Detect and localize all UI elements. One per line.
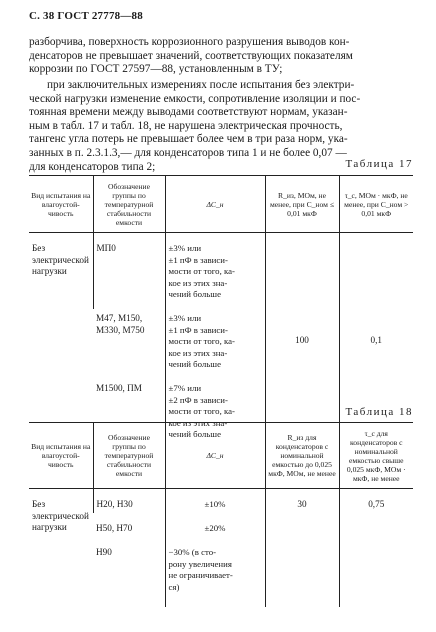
cell-tau-value: 0,75 <box>339 489 413 514</box>
cell-empty <box>339 537 413 607</box>
cell-delta: ±10% <box>165 489 265 514</box>
page-header: С. 38 ГОСТ 27778—88 <box>29 10 143 22</box>
table-row <box>29 233 413 310</box>
header-group: Обозначение группы по температурной стабильности емкости <box>93 176 165 233</box>
header-time-constant: τ_с для конденсаторов с номинальной емкостью свыше 0,025 мкФ, МОм · мкФ, не менее <box>339 423 413 489</box>
cell-delta: ±3% или ±1 пФ в зависи- мости от того, ка- кое из этих зна- чений больше <box>165 233 265 310</box>
cell-tau-value: 0,1 <box>339 233 413 450</box>
paragraph-corrosion <box>29 36 413 77</box>
cell-group: М47, М150, М330, М750 <box>96 313 145 335</box>
cell-test-type: Без электрической нагрузки <box>32 243 89 276</box>
paragraph-line: ным в табл. 17 и табл. 18, не нарушена электрическая прочность, <box>29 119 343 132</box>
header-insulation-resistance: R_из для конденсаторов с номинальной емкостью до 0,025 мкФ, МОм, не менее <box>265 423 339 489</box>
cell-group: Н50, Н70 <box>96 523 133 533</box>
cell-empty <box>339 513 413 537</box>
table-header-row <box>29 423 413 489</box>
cell-group: Н20, Н30 <box>93 489 165 514</box>
paragraph-line: при заключительных измерениях после испытания без электри- <box>47 79 355 91</box>
cell-group: Н90 <box>96 547 112 557</box>
header-test-type: Вид испытания на влагоустой-чивость <box>29 176 93 233</box>
cell-delta: ±20% <box>165 513 265 537</box>
cell-r-value: 100 <box>265 233 339 450</box>
cell-delta: ±3% или ±1 пФ в зависи- мости от того, ка- кое из этих зна- чений больше <box>165 309 265 383</box>
paragraph-line: коррозии по ГОСТ 27597—88, установленным в ТУ; <box>29 63 283 76</box>
cell-r-value: 30 <box>265 489 339 514</box>
header-insulation-resistance: R_из, МОм, не менее, при C_ном ≤ 0,01 мкФ <box>265 176 339 233</box>
cell-group: МП0 <box>93 233 165 310</box>
cell-delta: ±7% или ±2 пФ в зависи- мости от того, ка- кое из этих зна- чений больше <box>165 383 265 449</box>
cell-test-type: Без электрической нагрузки <box>32 499 89 532</box>
table-18 <box>29 422 413 607</box>
paragraph-line: тангенс угла потерь не превышает более чем в три раза норм, ука- <box>29 133 348 146</box>
table-18-caption: Таблица 18 <box>345 406 413 418</box>
paragraph-line: денсаторов не превышает значений, соответствующих показателям <box>29 49 353 62</box>
header-delta-c: ΔC_н <box>165 423 265 489</box>
header-group: Обозначение группы по температурной стабильности емкости <box>93 423 165 489</box>
paragraph-line: занных в п. 2.3.1.3,— для конденсаторов типа 1 и не более 0,07 — <box>29 146 347 159</box>
paragraph-line: разборчива, поверхность коррозионного разрушения выводов кон- <box>29 36 350 48</box>
paragraph-line: ческой нагрузки изменение емкости, сопротивление изоляции и пос- <box>29 92 361 105</box>
cell-empty <box>265 513 339 537</box>
table-row <box>29 489 413 514</box>
paragraph-line: для конденсаторов типа 2; <box>29 160 156 173</box>
header-test-type: Вид испытания на влагоустой-чивость <box>29 423 93 489</box>
cell-delta: −30% (в сто- рону увеличения не ограничивает- ся) <box>165 537 265 607</box>
header-time-constant: τ_с, МОм · мкФ, не менее, при C_ном > 0,01 мкФ <box>339 176 413 233</box>
table-17-caption: Таблица 17 <box>345 158 413 170</box>
header-delta-c: ΔC_н <box>165 176 265 233</box>
paragraph-line: тоянная времени между выводами соответствуют нормам, указан- <box>29 106 348 119</box>
table-header-row <box>29 176 413 233</box>
cell-group: М1500, ПМ <box>96 383 142 393</box>
cell-empty <box>265 537 339 607</box>
